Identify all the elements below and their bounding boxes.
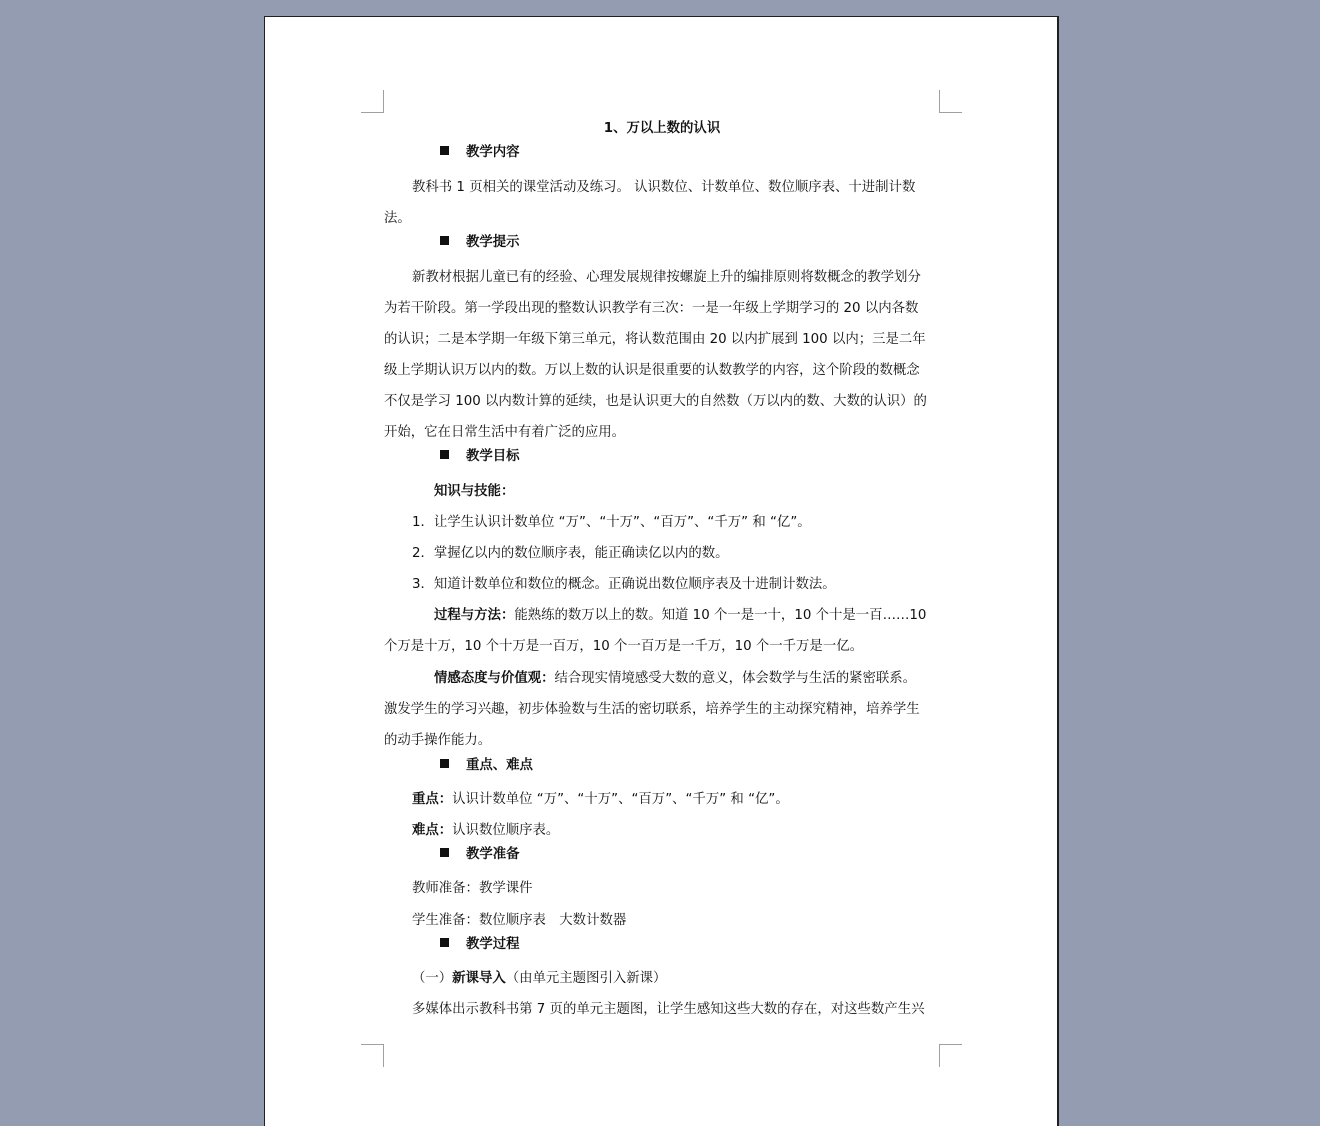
key-label: 重点： (412, 792, 453, 807)
heading-label: 教学准备 (466, 847, 520, 862)
margin-corner-top-left (361, 90, 384, 113)
process-text: 能熟练的数万以上的数。知道 10 个一是一十，10 个十是一百……10 (514, 608, 927, 623)
heading-label: 教学过程 (466, 937, 520, 952)
paragraph-line: 级上学期认识万以内的数。万以上数的认识是很重要的认数教学的内容，这个阶段的数概念 (384, 363, 920, 378)
teacher-prep: 教师准备：教学课件 (412, 881, 533, 896)
bullet-square-icon (440, 938, 449, 947)
heading-content (440, 144, 520, 162)
emotion-text: 结合现实情境感受大数的意义，体会数学与生活的紧密联系。 (554, 671, 917, 686)
key-text: 认识计数单位 “万”、“十万”、“百万”、“千万” 和 “亿”。 (452, 792, 789, 807)
intro-label: 新课导入 (452, 971, 506, 986)
knowledge-label: 知识与技能： (434, 484, 515, 499)
heading-tips (440, 234, 520, 252)
intro-prefix: （一） (412, 971, 453, 986)
margin-corner-bottom-right (939, 1044, 962, 1067)
heading-label: 重点、难点 (466, 758, 533, 773)
process-paragraph (434, 607, 926, 625)
process-label: 过程与方法： (434, 608, 515, 623)
heading-label: 教学提示 (466, 235, 520, 250)
paragraph-line: 为若干阶段。第一学段出现的整数认识教学有三次：一是一年级上学期学习的 20 以内各数 (384, 301, 919, 316)
intro-suffix: （由单元主题图引入新课） (505, 971, 667, 986)
margin-corner-top-right (939, 90, 962, 113)
bullet-square-icon (440, 450, 449, 459)
heading-label: 教学内容 (466, 145, 520, 160)
goal-item: 1．让学生认识计数单位 “万”、“十万”、“百万”、“千万” 和 “亿”。 (412, 515, 811, 530)
bullet-square-icon (440, 759, 449, 768)
bullet-square-icon (440, 146, 449, 155)
bullet-square-icon (440, 848, 449, 857)
difficult-label: 难点： (412, 823, 453, 838)
paragraph-line: 新教材根据儿童已有的经验、心理发展规律按螺旋上升的编排原则将数概念的教学划分 (412, 270, 921, 285)
emotion-paragraph (434, 670, 916, 688)
heading-prep (440, 846, 520, 864)
intro-heading (412, 970, 666, 988)
goal-item: 3．知道计数单位和数位的概念。正确说出数位顺序表及十进制计数法。 (412, 577, 836, 592)
difficult-point-line (412, 822, 559, 840)
paragraph-line: 法。 (384, 211, 411, 226)
goal-item: 2．掌握亿以内的数位顺序表，能正确读亿以内的数。 (412, 546, 729, 561)
heading-keypoints (440, 757, 533, 775)
student-prep: 学生准备：数位顺序表 大数计数器 (412, 913, 627, 928)
margin-corner-bottom-left (361, 1044, 384, 1067)
bullet-square-icon (440, 236, 449, 245)
heading-process (440, 936, 520, 954)
difficult-text: 认识数位顺序表。 (452, 823, 560, 838)
paragraph-line: 的动手操作能力。 (384, 733, 492, 748)
emotion-label: 情感态度与价值观： (434, 671, 555, 686)
paragraph-line: 个万是十万，10 个十万是一百万，10 个一百万是一千万，10 个一千万是一亿。 (384, 639, 863, 654)
document-title: 1、万以上数的认识 (603, 121, 721, 136)
paragraph-line: 多媒体出示教科书第 7 页的单元主题图，让学生感知这些大数的存在，对这些数产生兴 (412, 1002, 925, 1017)
paragraph-line: 激发学生的学习兴趣，初步体验数与生活的密切联系，培养学生的主动探究精神，培养学生 (384, 702, 920, 717)
document-page (264, 16, 1059, 1126)
paragraph-line: 开始，它在日常生活中有着广泛的应用。 (384, 425, 626, 440)
paragraph-line: 教科书 1 页相关的课堂活动及练习。 认识数位、计数单位、数位顺序表、十进制计数 (412, 180, 916, 195)
paragraph-line: 不仅是学习 100 以内数计算的延续，也是认识更大的自然数（万以内的数、大数的认识）的 (384, 394, 927, 409)
heading-label: 教学目标 (466, 449, 520, 464)
key-point-line (412, 791, 789, 809)
heading-goals (440, 448, 520, 466)
paragraph-line: 的认识；二是本学期一年级下第三单元，将认数范围由 20 以内扩展到 100 以内；三是二年 (384, 332, 926, 347)
